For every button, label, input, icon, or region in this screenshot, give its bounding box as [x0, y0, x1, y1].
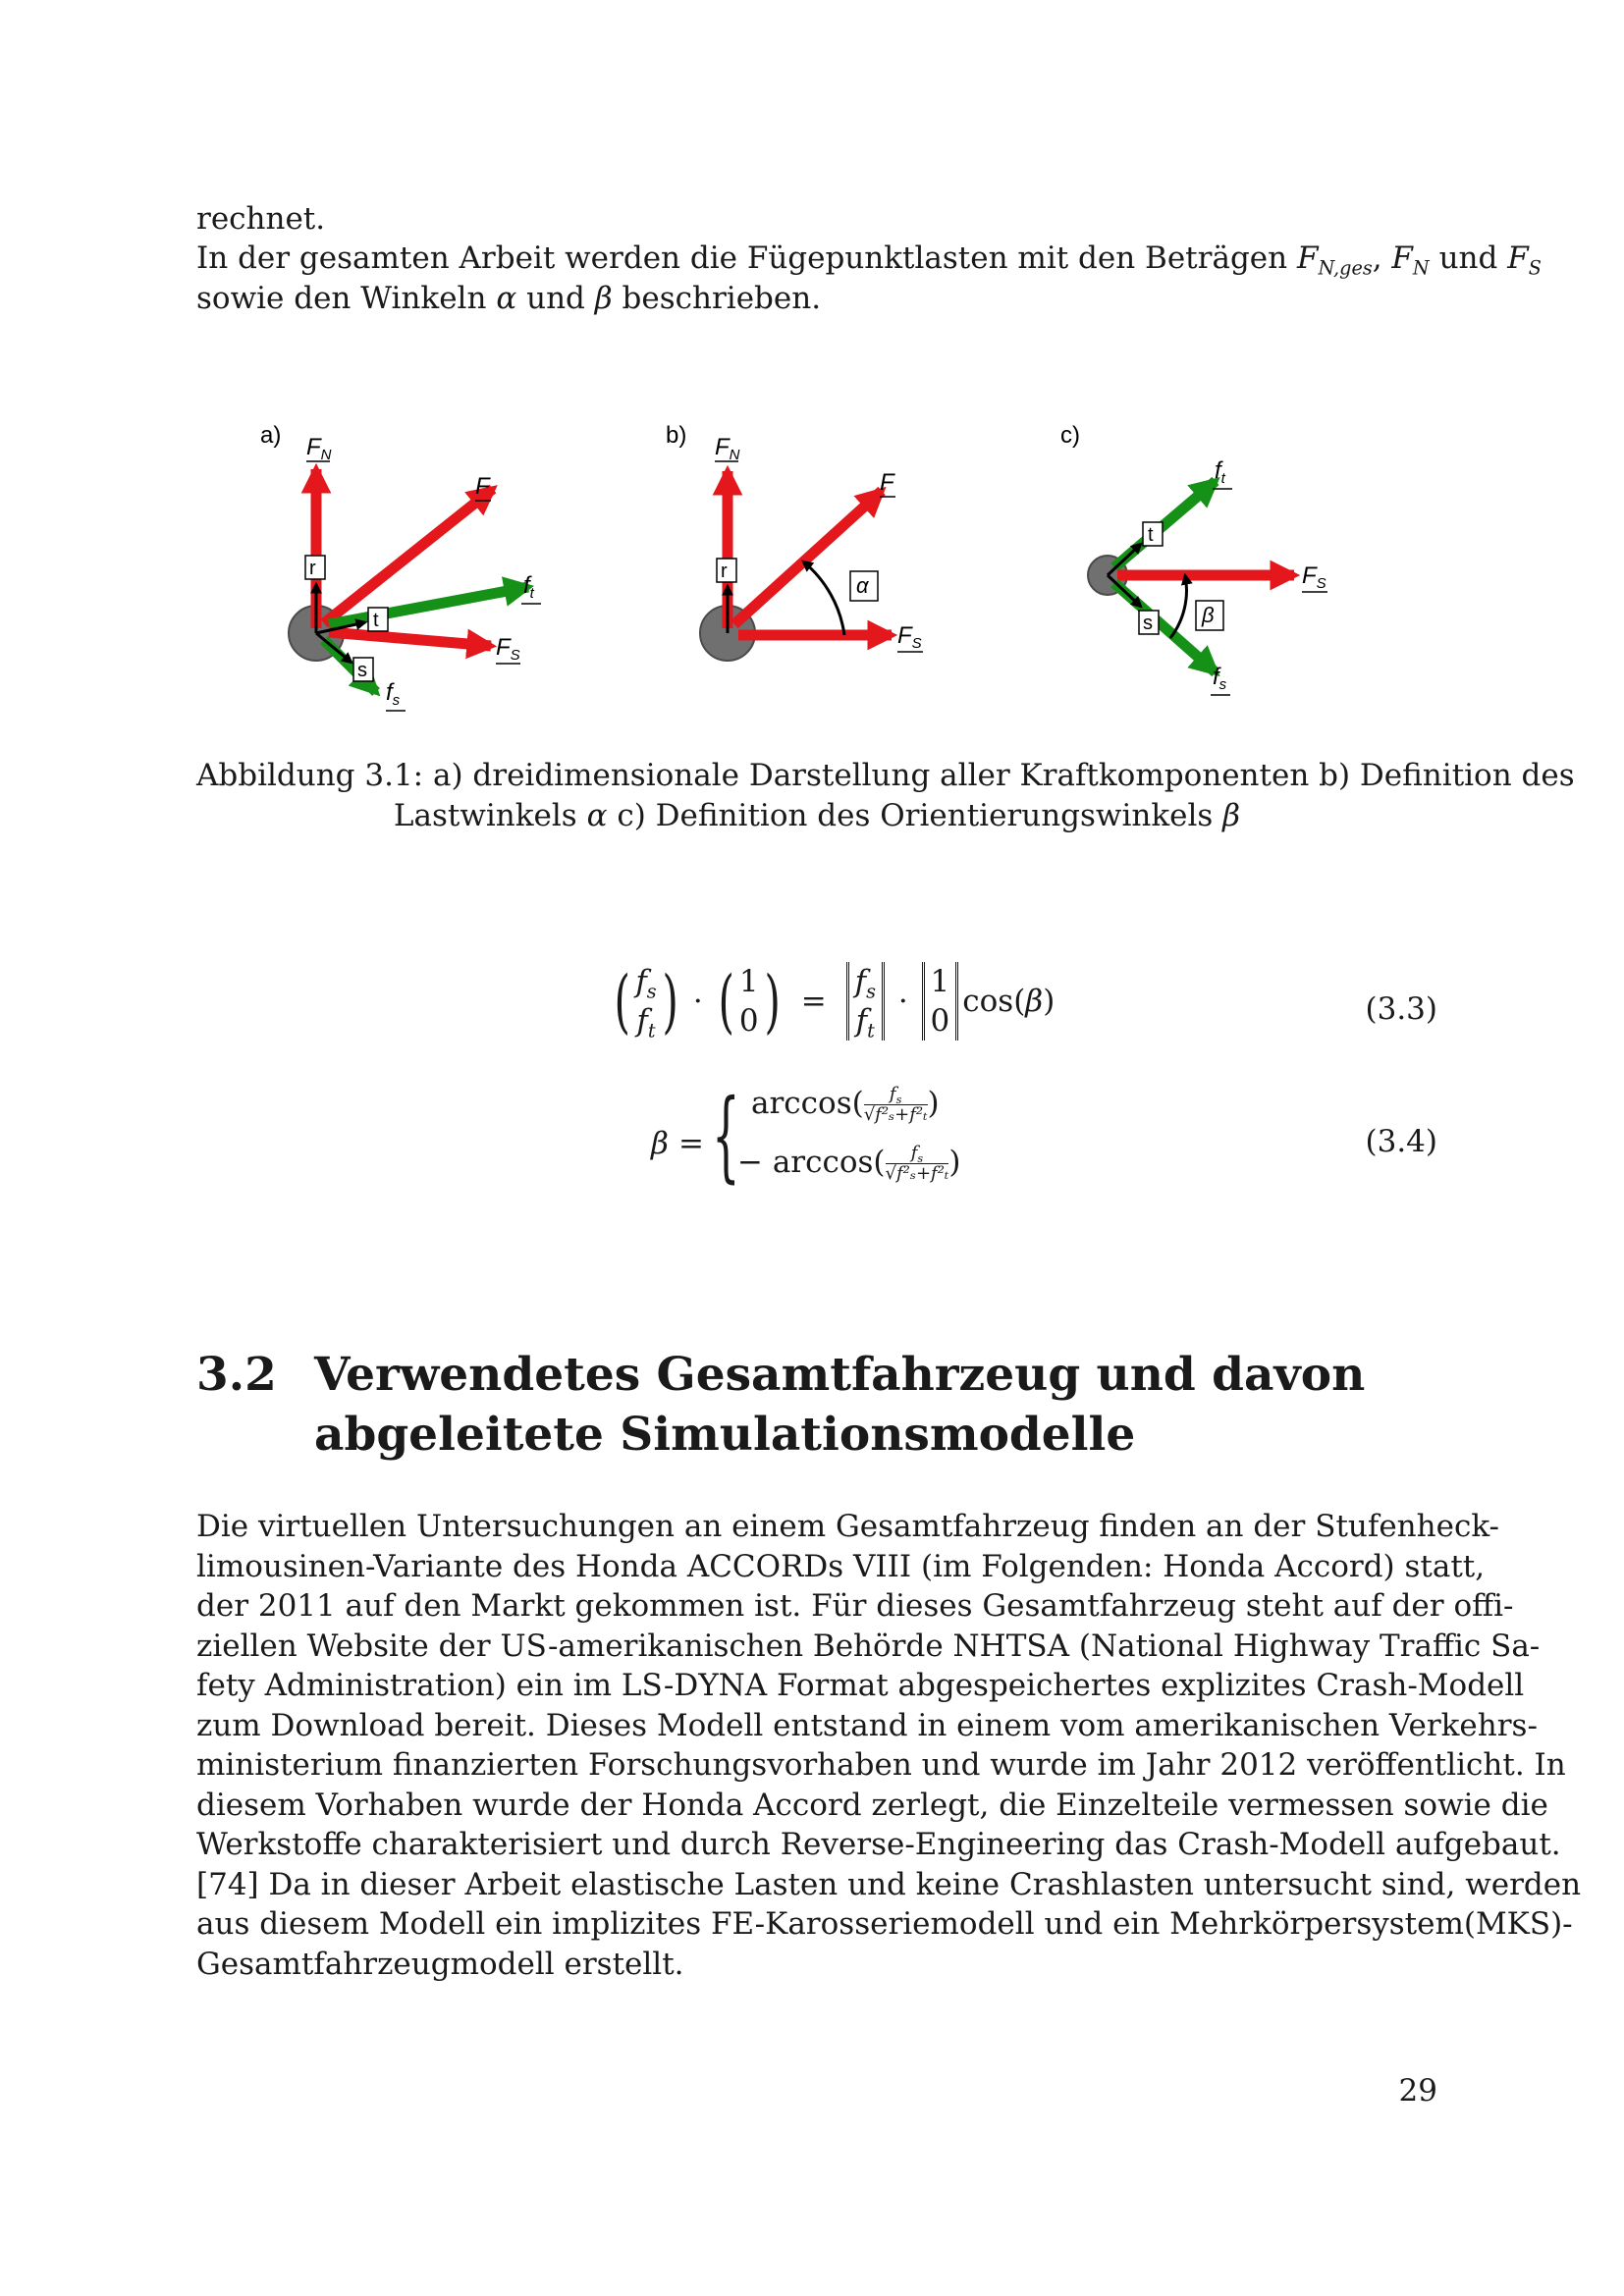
symbol-beta: β — [594, 281, 613, 316]
fraction: $\frac{f_s}{\text{√f²ₛ+f²ₜ}}$ — [885, 1143, 949, 1184]
arrow-FS — [329, 632, 491, 646]
symbol-alpha: α — [496, 281, 517, 316]
symbol-FNges: $F_{N,ges}$ — [1296, 240, 1373, 280]
force-diagram-figure — [0, 393, 1624, 746]
label-t: t — [373, 610, 379, 631]
panel-b — [666, 422, 923, 661]
label-F: F — [880, 469, 894, 496]
equation-3-3: ( $f_s$ $f_t$) · ( 1 $0) = f_s$ $f_t \cdot 1$ 0cos(β) — [614, 961, 1056, 1042]
body-line: zum Download bereit. Dieses Modell entstand in einem vom amerikanischen Verkehrs- — [196, 1707, 1538, 1743]
label-s: s — [1143, 613, 1153, 634]
body-line: diesem Vorhaben wurde der Honda Accord zerlegt, die Einzelteile vermessen sowie die — [196, 1787, 1548, 1823]
label-t: t — [1148, 524, 1154, 546]
label-r: r — [721, 561, 728, 582]
figure-caption — [196, 756, 1575, 836]
section-title-line-2: abgeleitete Simulationsmodelle — [314, 1408, 1136, 1462]
text-line-1: rechnet. — [196, 201, 326, 237]
section-title-line-1: Verwendetes Gesamtfahrzeug und davon — [314, 1348, 1366, 1402]
equation-number-3-3: (3.3) — [1365, 991, 1437, 1027]
body-line: Gesamtfahrzeugmodell erstellt. — [196, 1946, 684, 1982]
body-line: Werkstoffe charakterisiert und durch Reverse-Engineering das Crash-Modell aufgebaut. — [196, 1827, 1561, 1862]
caption-line-1: Abbildung 3.1: a) dreidimensionale Darstellung aller Kraftkomponenten b) Definition des — [196, 758, 1575, 793]
body-line: ziellen Website der US-amerikanischen Behörde NHTSA (National Highway Traffic Sa- — [196, 1628, 1541, 1664]
label-F: F — [475, 473, 490, 500]
body-line: aus diesem Modell ein implizites FE-Karosseriemodell und ein Mehrkörpersystem(MKS)- — [196, 1906, 1573, 1942]
label-r: r — [309, 558, 316, 579]
vector-fs-ft: $f_s$ $f_t$ — [635, 964, 657, 1042]
fraction: $\frac{f_s}{\text{√f²ₛ+f²ₜ}}$ — [863, 1084, 928, 1125]
label-beta: β — [1202, 603, 1215, 627]
body-line: [74] Da in dieser Arbeit elastische Lasten und keine Crashlasten untersucht sind, werden — [196, 1866, 1582, 1902]
text-fragment: beschrieben. — [622, 281, 822, 316]
angle-alpha-arc — [803, 561, 844, 635]
panel-label-b: b) — [666, 422, 687, 449]
case-1: arccos( $\frac{f_s}{\text{√f²ₛ+f²ₜ}}$ ) — [751, 1084, 940, 1125]
section-number: 3.2 — [196, 1348, 277, 1402]
body-line: limousinen-Variante des Honda ACCORDs VIII (im Folgenden: Honda Accord) statt, — [196, 1548, 1486, 1584]
label-FS: $F_S$ — [897, 622, 922, 652]
label-FS: $F_S$ — [496, 634, 520, 664]
caption-line-2: Lastwinkels α c) Definition des Orientierungswinkels β — [393, 798, 1241, 833]
label-FN: $F_N$ — [306, 434, 332, 463]
body-line: ministerium finanzierten Forschungsvorhaben und wurde im Jahr 2012 veröffentlicht. In — [196, 1747, 1566, 1783]
label-fs: $f_s$ — [386, 679, 401, 709]
label-s: s — [357, 660, 367, 681]
text-line — [196, 199, 1437, 240]
page-number: 29 — [1398, 2073, 1437, 2109]
symbol-FN: $F_N$ — [1391, 240, 1430, 280]
label-alpha: α — [856, 573, 869, 598]
label-ft: $f_t$ — [523, 572, 534, 602]
text-fragment: In der gesamten Arbeit werden die Fügepunktlasten mit den Beträgen — [196, 240, 1288, 276]
panel-a — [260, 422, 541, 711]
label-ft: $f_t$ — [1215, 457, 1225, 487]
panel-label-c: c) — [1060, 422, 1080, 449]
case-2: − arccos( $\frac{f_s}{\text{√f²ₛ+f²ₜ}}$ ) — [737, 1143, 961, 1184]
text-line-3 — [196, 279, 1437, 319]
body-line: Die virtuellen Untersuchungen an einem Gesamtfahrzeug finden an der Stufenheck- — [196, 1509, 1500, 1544]
norm-fs-ft: $f_s$ $f_t$ — [846, 962, 885, 1041]
text-fragment: und — [526, 281, 585, 316]
equation-3-4: β = { arccos( $\frac{f_s}{\text{√f²ₛ+f²ₜ}}$ ) − arccos( $\frac{f_s}{\text{√f²ₛ+f²ₜ}}$ ) — [651, 1078, 961, 1193]
body-line: fety Administration) ein im LS-DYNA Format abgespeichertes explizites Crash-Modell — [196, 1668, 1525, 1703]
arrow-F — [734, 491, 882, 624]
equation-number-3-4: (3.4) — [1365, 1124, 1437, 1159]
text-fragment: sowie den Winkeln — [196, 281, 487, 316]
label-fs: $f_s$ — [1213, 664, 1227, 693]
norm-1-0: 1 0 — [922, 962, 959, 1041]
label-FS: $F_S$ — [1302, 562, 1326, 592]
symbol-FS: $F_S$ — [1507, 240, 1542, 280]
label-FN: $F_N$ — [715, 434, 740, 463]
body-line: der 2011 auf den Markt gekommen ist. Für dieses Gesamtfahrzeug steht auf der offi- — [196, 1588, 1514, 1624]
panel-c — [1060, 422, 1327, 695]
text-fragment: und — [1438, 240, 1498, 276]
text-line-2: In der gesamten Arbeit werden die Fügepunktlasten mit den Beträgen $F_{N,ges}$, $F_N$ und $F_S$ — [196, 240, 1542, 280]
body-paragraph — [196, 1507, 1582, 1984]
vector-1-0: 1 0 — [738, 964, 759, 1039]
panel-label-a: a) — [260, 422, 282, 449]
